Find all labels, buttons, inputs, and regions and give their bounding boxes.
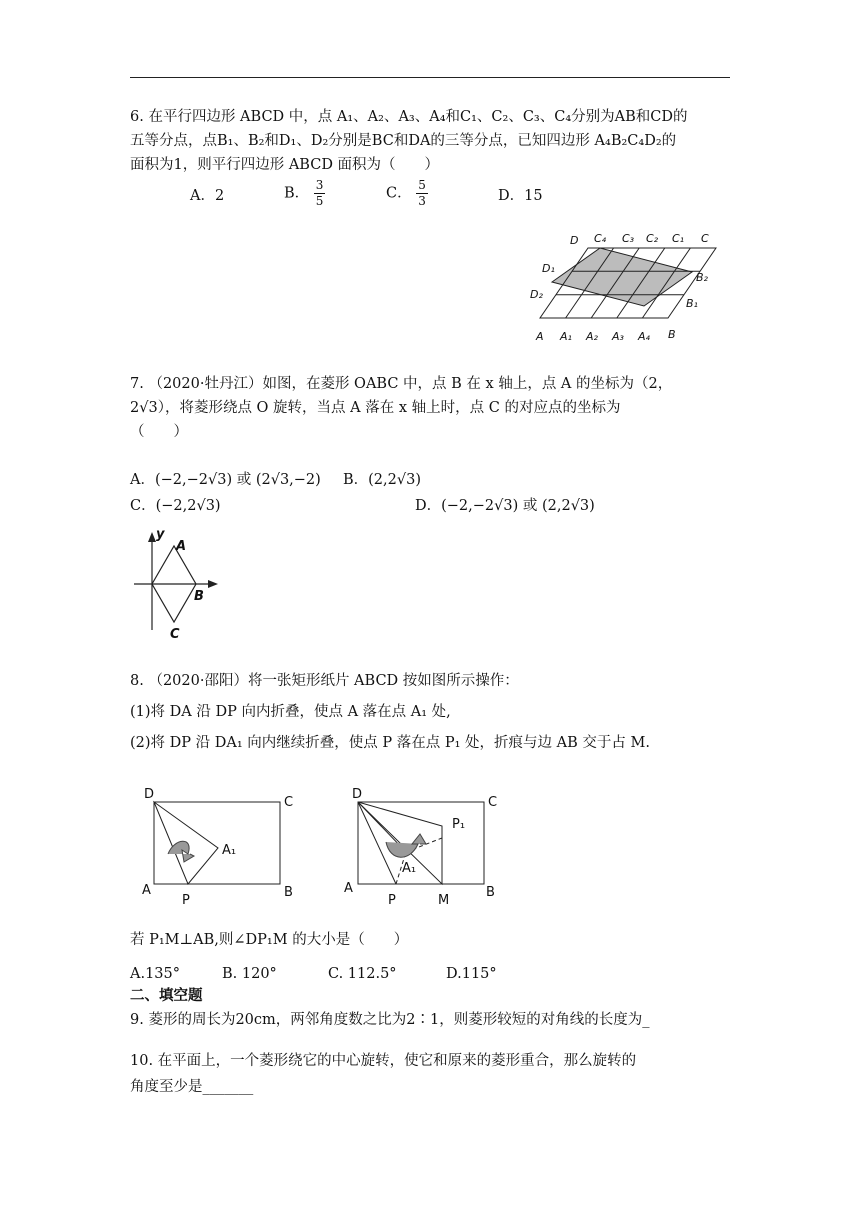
- q8-line3: (2)将 DP 沿 DA₁ 向内继续折叠，使点 P 落在点 P₁ 处，折痕与边 AB 交于占 M.: [130, 735, 650, 751]
- fig6-label-C1: C₁: [672, 232, 685, 245]
- q7-rhombus-figure: [128, 526, 228, 644]
- q7-option-d: D．(−2,−2√3) 或 (2,2√3): [415, 498, 595, 514]
- fig6-label-A2: A₂: [586, 330, 598, 343]
- fig8a-label-A: A: [142, 883, 151, 898]
- fig8b-label-A: A: [344, 881, 353, 896]
- fig6-label-A: A: [536, 330, 544, 343]
- fig6-label-A3: A₃: [612, 330, 624, 343]
- fig6-label-B1: B₁: [686, 297, 698, 310]
- question-9: 9. 菱形的周长为20cm，两邻角度数之比为2∶1，则菱形较短的对角线的长度为_: [130, 1012, 650, 1028]
- question-7: [130, 372, 740, 444]
- question-6: [130, 105, 740, 177]
- fig6-label-D2: D₂: [530, 288, 543, 301]
- fig8b-label-P: P: [388, 893, 396, 908]
- q6-line2: 五等分点，点B₁、B₂和D₁、D₂分别是BC和DA的三等分点，已知四边形 A₄B₂C₄D₂的: [130, 133, 677, 149]
- q8-option-a: A.135°: [130, 966, 181, 982]
- fig8a-label-B: B: [284, 885, 293, 900]
- q6-option-c-denominator: 3: [418, 194, 426, 208]
- q8-option-d: D.115°: [446, 966, 497, 982]
- q6-option-b-denominator: 5: [315, 194, 324, 208]
- q6-option-d: D．15: [498, 188, 543, 204]
- q6-option-b-label: B．: [284, 185, 310, 202]
- q6-option-a: A．2: [190, 188, 225, 204]
- q8-option-b: B. 120°: [222, 966, 277, 982]
- question-10: [130, 1048, 740, 1100]
- fig6-label-C: C: [701, 232, 709, 245]
- q6-option-c-numerator: 5: [418, 178, 426, 192]
- q6-option-c-fraction: [416, 178, 428, 209]
- q7-line1: 7. （2020·牡丹江）如图，在菱形 OABC 中，点 B 在 x 轴上，点 A 的坐标为（2，: [130, 376, 673, 392]
- question-8: [130, 666, 750, 759]
- fig6-label-D1: D₁: [542, 262, 555, 275]
- fig7-label-A: A: [176, 539, 187, 554]
- q6-option-c-label: C．: [386, 185, 412, 202]
- q6-parallelogram-figure: [528, 228, 728, 350]
- y-axis-arrow: [148, 532, 156, 542]
- fig8b-label-A1: A₁: [402, 861, 417, 876]
- header-rule: [130, 77, 730, 78]
- fig7-label-B: B: [194, 589, 204, 604]
- q10-line2: 角度至少是_______: [130, 1079, 254, 1095]
- fig6-label-C4: C₄: [594, 232, 607, 245]
- fig8b-label-B: B: [486, 885, 495, 900]
- q6-line3: 面积为1，则平行四边形 ABCD 面积为（ ）: [130, 157, 440, 173]
- fig7-label-y: y: [156, 527, 165, 542]
- fig8b-label-M: M: [438, 893, 450, 908]
- q7-option-b: B．(2,2√3): [343, 472, 421, 488]
- fig8b-label-C: C: [488, 795, 498, 810]
- section-2-title: 二、填空题: [130, 988, 203, 1004]
- q7-line3: （ ）: [130, 424, 188, 440]
- q7-option-a: A．(−2,−2√3) 或 (2√3,−2): [130, 472, 321, 488]
- fig6-label-A1: A₁: [560, 330, 572, 343]
- fig6-label-A4: A₄: [638, 330, 650, 343]
- fig8a-label-P: P: [182, 893, 190, 908]
- q6-option-c: [386, 178, 428, 209]
- fig7-label-C: C: [170, 627, 180, 642]
- q7-option-c: C．(−2,2√3): [130, 498, 221, 514]
- q8-line2: (1)将 DA 沿 DP 向内折叠，使点 A 落在点 A₁ 处,: [130, 704, 451, 720]
- q6-option-b-fraction: [314, 178, 326, 209]
- fig8b-label-P1: P₁: [452, 817, 466, 832]
- q7-line2: 2√3），将菱形绕点 O 旋转，当点 A 落在 x 轴上时，点 C 的对应点的坐标为: [130, 400, 621, 416]
- q6-line1: 6. 在平行四边形 ABCD 中，点 A₁、A₂、A₃、A₄和C₁、C₂、C₃、C₄分别为AB和CD的: [130, 109, 688, 125]
- q8-fold-figure-2: [340, 780, 510, 908]
- q8-option-c: C. 112.5°: [328, 966, 397, 982]
- fig6-label-C2: C₂: [646, 232, 659, 245]
- fig6-label-C3: C₃: [622, 232, 635, 245]
- fig8a-label-D: D: [144, 787, 155, 802]
- fig6-label-D: D: [570, 234, 579, 247]
- fig6-label-B2: B₂: [696, 271, 708, 284]
- q8-line1: 8. （2020·邵阳）将一张矩形纸片 ABCD 按如图所示操作：: [130, 673, 519, 689]
- q6-option-b-numerator: 3: [315, 178, 324, 192]
- q6-option-b: [284, 178, 325, 209]
- fig8a-label-A1: A₁: [222, 843, 237, 858]
- x-axis-arrow: [208, 580, 218, 588]
- q8-fold-figure-1: [138, 780, 308, 908]
- fig8a-label-C: C: [284, 795, 294, 810]
- fig8b-label-D: D: [352, 787, 363, 802]
- q8-question: 若 P₁M⊥AB,则∠DP₁M 的大小是（ ）: [130, 932, 409, 948]
- q10-line1: 10. 在平面上，一个菱形绕它的中心旋转，使它和原来的菱形重合，那么旋转的: [130, 1053, 637, 1069]
- fig6-label-B: B: [668, 328, 676, 341]
